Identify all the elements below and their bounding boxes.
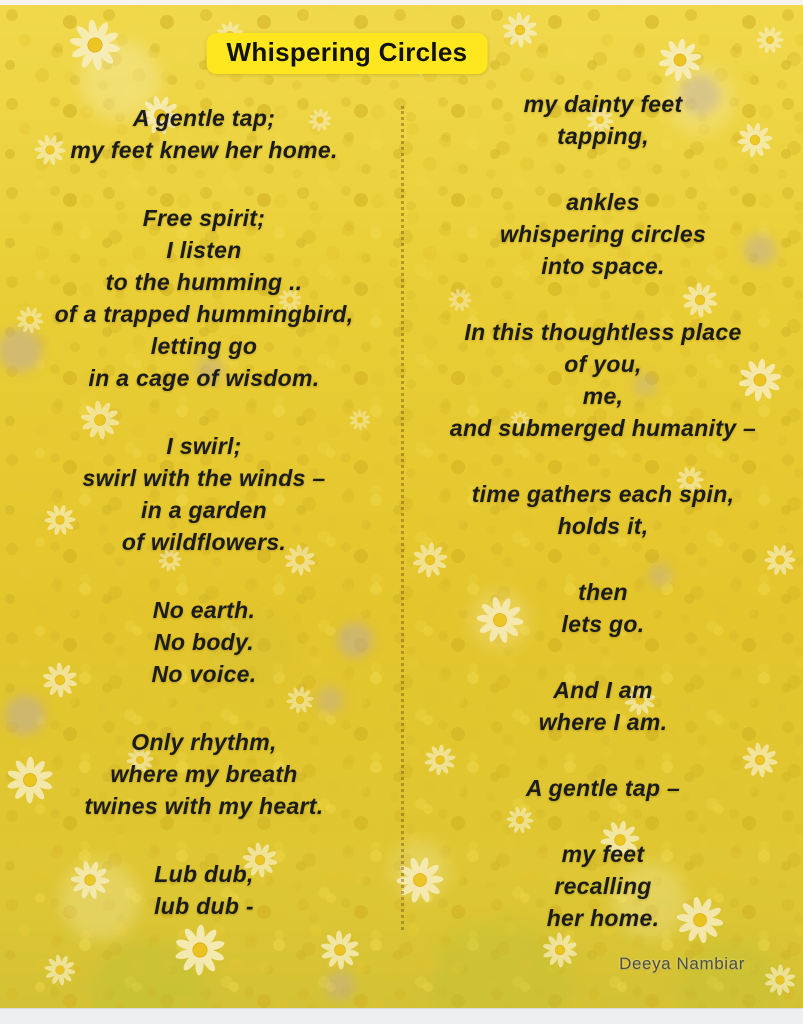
poem-line: then: [578, 579, 628, 605]
poem-stanza: [415, 772, 791, 804]
poem-line: swirl with the winds –: [82, 465, 326, 491]
poem-stanza: [18, 858, 390, 922]
poem-title: Whispering Circles: [207, 33, 488, 74]
poem-line: to the humming ..: [105, 269, 303, 295]
poem-stanza: [415, 576, 791, 640]
poem-line: whispering circles: [499, 221, 707, 247]
poem-line: I swirl;: [166, 433, 242, 459]
poem-line: my dainty feet: [523, 91, 683, 117]
poem-line: And I am: [553, 677, 653, 703]
poem-stanza: [415, 88, 791, 152]
poem-stanza: [18, 202, 390, 394]
poem-line: holds it,: [557, 513, 649, 539]
poem-line: in a garden: [141, 497, 267, 523]
poem-line: No voice.: [151, 661, 257, 687]
poem-line: and submerged humanity –: [449, 415, 757, 441]
poem-line: me,: [582, 383, 624, 409]
poem-stanza: [415, 186, 791, 282]
poem-stanza: [18, 430, 390, 558]
poem-line: tapping,: [557, 123, 649, 149]
poem-stanza: [415, 478, 791, 542]
poem-line: twines with my heart.: [84, 793, 324, 819]
poem-line: where my breath: [110, 761, 298, 787]
poem-line: lub dub -: [154, 893, 254, 919]
poem-line: A gentle tap;: [132, 105, 276, 131]
poem-column-left: [18, 0, 390, 958]
poem-stanza: [18, 594, 390, 690]
poem-line: where I am.: [538, 709, 668, 735]
poem-line: I listen: [166, 237, 242, 263]
poem-stanza: [18, 726, 390, 822]
poem-line: letting go: [150, 333, 258, 359]
poem-stanza: [415, 674, 791, 738]
poem-line: lets go.: [561, 611, 645, 637]
poem-stanza: [415, 316, 791, 444]
poem-line: A gentle tap –: [525, 775, 681, 801]
poem-line: time gathers each spin,: [471, 481, 735, 507]
poem-line: of wildflowers.: [121, 529, 287, 555]
author-credit: Deeya Nambiar: [619, 954, 745, 973]
poem-stanza: [415, 838, 791, 934]
poem-line: of you,: [564, 351, 642, 377]
poem-line: of a trapped hummingbird,: [54, 301, 354, 327]
poem-line: in a cage of wisdom.: [88, 365, 320, 391]
poem-line: Only rhythm,: [131, 729, 277, 755]
poem-line: recalling: [554, 873, 652, 899]
poem-line: my feet knew her home.: [70, 137, 338, 163]
poem-line: her home.: [546, 905, 660, 931]
poem-line: ankles: [566, 189, 640, 215]
bottom-edge-strip: [0, 1008, 803, 1024]
column-divider-dotted-line: [401, 106, 404, 930]
poem-line: No body.: [154, 629, 254, 655]
poem-line: my feet: [561, 841, 645, 867]
poem-line: In this thoughtless place: [464, 319, 742, 345]
poem-stanza: [18, 102, 390, 166]
poem-column-right: [415, 0, 791, 968]
poem-line: Lub dub,: [154, 861, 254, 887]
poem-line: No earth.: [152, 597, 256, 623]
poem-line: Free spirit;: [142, 205, 266, 231]
poem-line: into space.: [541, 253, 665, 279]
